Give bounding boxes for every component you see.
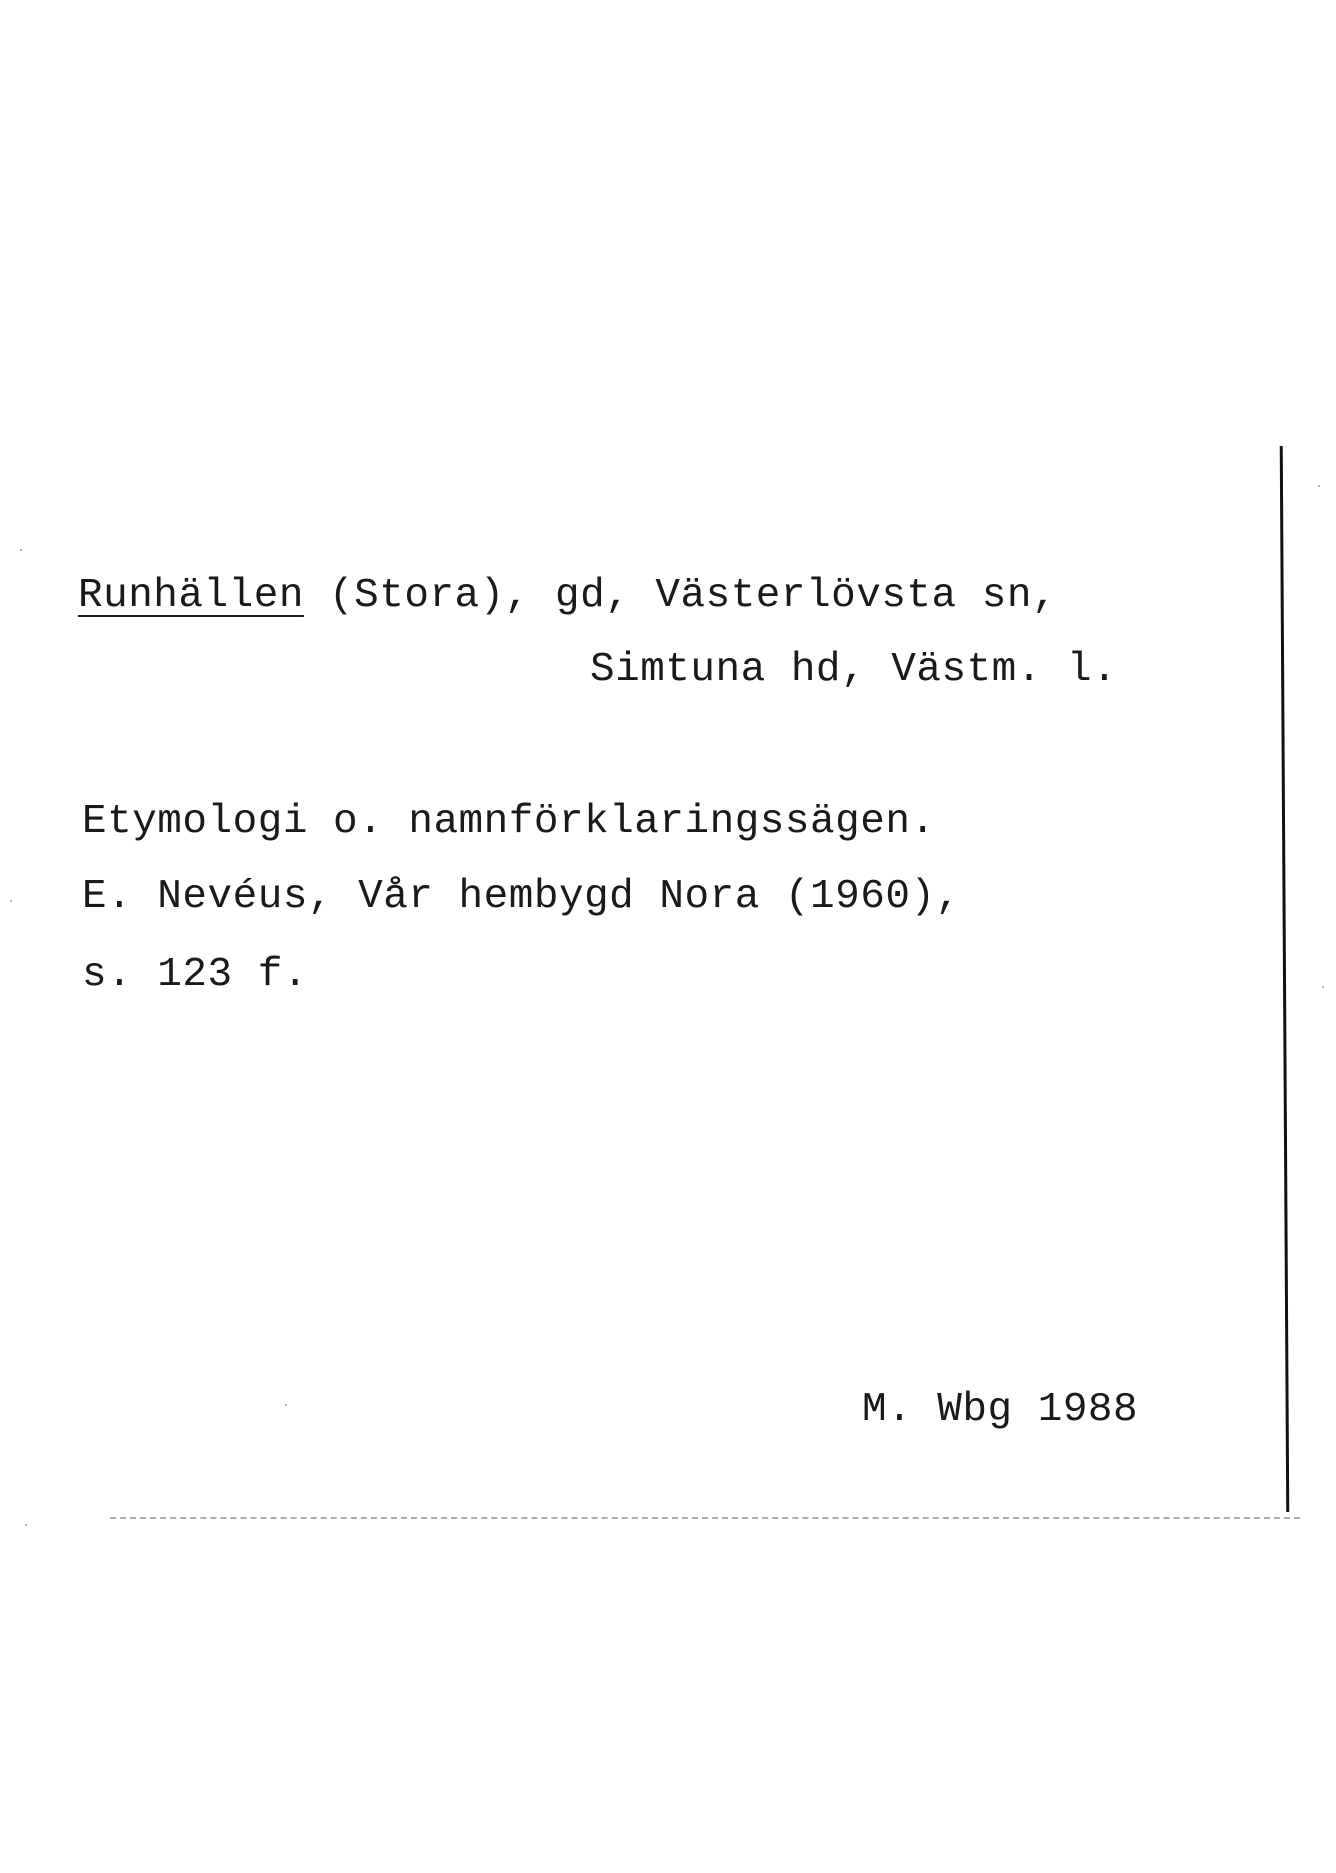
- scan-speck: [1318, 485, 1320, 487]
- scan-speck: [1322, 986, 1324, 988]
- heading-line: [78, 573, 1058, 619]
- signature: M. Wbg 1988: [862, 1387, 1139, 1433]
- card-right-edge: [1280, 446, 1290, 1512]
- scan-speck: [10, 900, 12, 902]
- card-bottom-edge: [110, 1517, 1300, 1519]
- scan-speck: [20, 549, 22, 551]
- scan-speck: [285, 1404, 287, 1406]
- page-reference-line: s. 123 f.: [82, 952, 308, 998]
- scan-speck: [25, 1524, 27, 1526]
- headword: Runhällen: [78, 573, 304, 619]
- etymology-line: Etymologi o. namnförklaringssägen.: [82, 799, 936, 845]
- location-line: Simtuna hd, Västm. l.: [590, 647, 1118, 693]
- reference-line: E. Nevéus, Vår hembygd Nora (1960),: [82, 874, 961, 920]
- heading-rest: (Stora), gd, Västerlövsta sn,: [303, 573, 1058, 619]
